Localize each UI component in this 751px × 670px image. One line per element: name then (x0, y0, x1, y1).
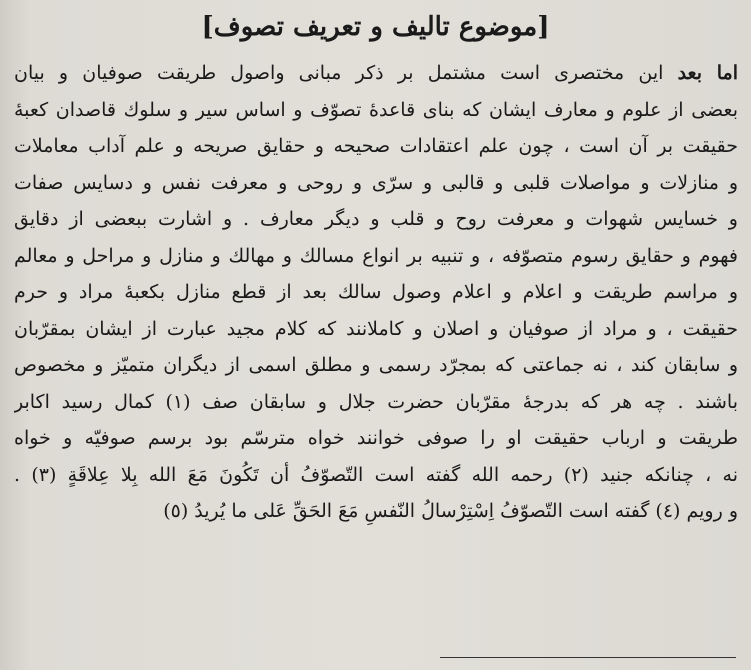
text-line-1-rest: اين مختصرى است مشتمل بر ذكر مبانى واصول طريقت صوفيان و بيان (14, 62, 678, 84)
lead-word: اما بعد (677, 62, 738, 84)
text-line-11: طريقت و ارباب حقيقت او را صوفى خوانند خواه مترسّم بود برسم صوفيّه و خواه (14, 427, 738, 449)
text-line-4: و منازلات و مواصلات قلبى و قالبى و سرّى و روحى و معرفت نفس و دسايس صفات (14, 171, 738, 194)
body-text (14, 55, 738, 530)
section-title: [موضوع تاليف و تعريف تصوف] (201, 12, 550, 42)
text-line-2: بعضى از علوم و معارف ايشان كه بناى قاعدهٔ تصوّف و اساس سير و سلوك قاصدان كعبهٔ (14, 98, 738, 121)
text-line-6: فهوم و حقايق رسوم متصوّفه ، و تنبيه بر انواع مسالك و مهالك و منازل و مراحل و معالم (14, 244, 738, 267)
text-line-8: حقيقت ، و مراد از صوفيان و اصلان و كاملانند كه كلام مجيد عبارت از ايشان بمقرّبان (14, 317, 738, 340)
text-line-13: و رويم (٤) گفته است التّصوّفُ اِسْتِرْسالُ النّفسِ مَعَ الحَقِّ عَلى ما يُريدُ (٥) (163, 500, 738, 522)
text-line-9: و سابقان كند ، نه جماعتى كه بمجرّد رسمى و مطلق اسمى از ديگران متميّز و مخصوص (14, 354, 738, 376)
text-line-12: نه ، چنانكه جنيد (٢) رحمه الله گفته است التّصوّفُ أن تَكُونَ مَعَ الله بِلا عِلاقَةٍ (٣) . (14, 463, 738, 486)
text-line-7: و مراسم طريقت و اعلام و اعلام وصول سالك بعد از قطع منازل بكعبهٔ مراد و حرم (14, 281, 738, 303)
text-line-1 (14, 55, 738, 92)
text-line-10: باشند . چه هر كه بدرجهٔ مقرّبان حضرت جلال و سابقان صف (١) كمال رسيد اكابر (14, 390, 738, 413)
footnote-divider (440, 657, 736, 658)
text-line-3: حقيقت بر آن است ، چون علم اعتقادات صحيحه و حقايق صريحه و علم آداب معاملات (14, 135, 738, 157)
text-line-5: و خسايس شهوات و معرفت روح و قلب و ديگر معارف . و اشارت ببعضى از دقايق (14, 208, 738, 230)
